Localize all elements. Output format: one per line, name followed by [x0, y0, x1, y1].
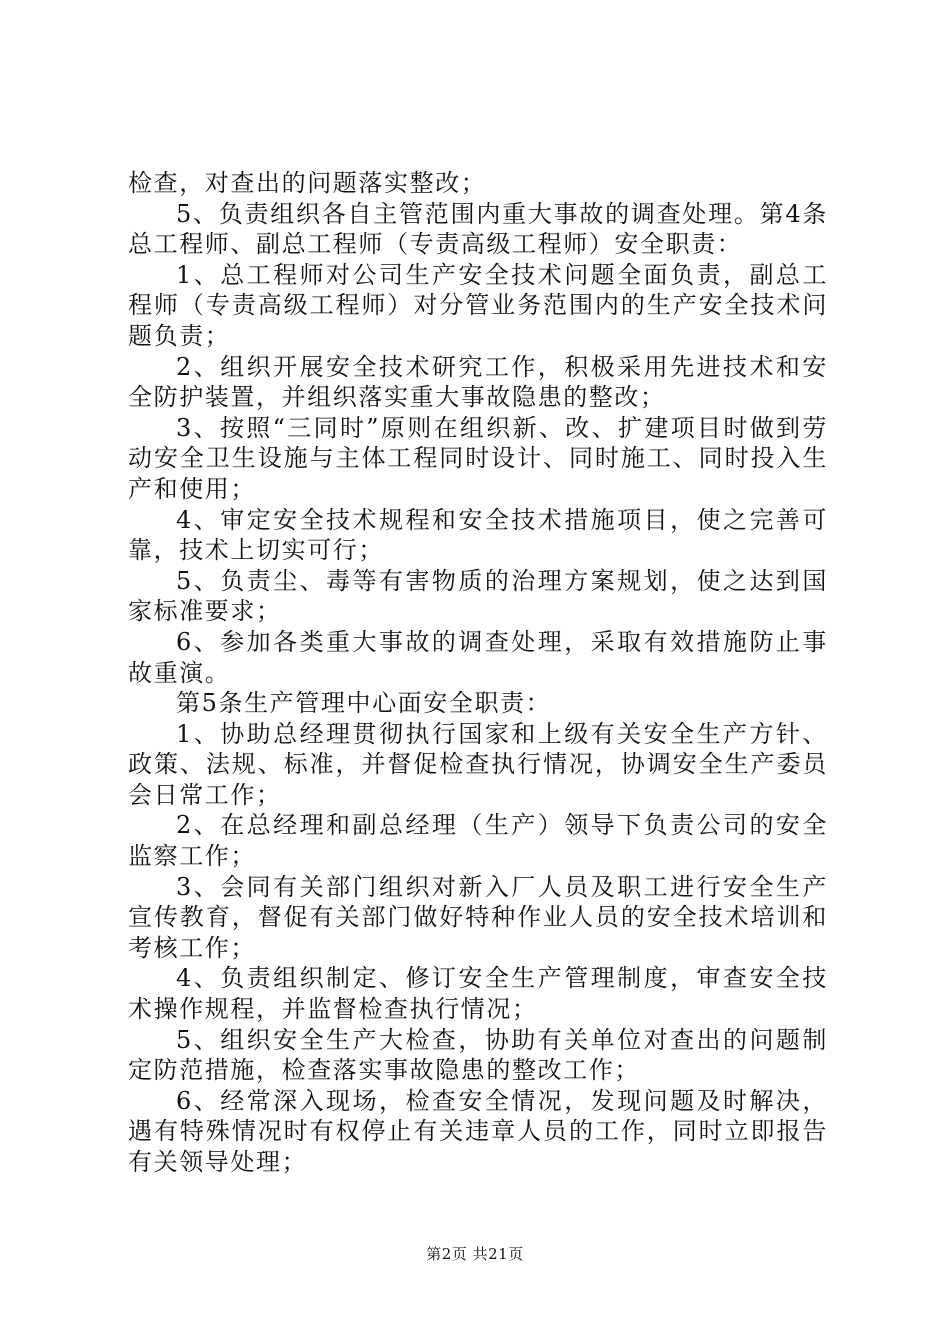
paragraph-7: 5、负责尘、毒等有害物质的治理方案规划，使之达到国家标准要求； — [128, 566, 828, 626]
paragraph-9: 第5条生产管理中心面安全职责： — [176, 689, 552, 718]
paragraph-5: 3、按照“三同时”原则在组织新、改、扩建项目时做到劳动安全卫生设施与主体工程同时设计、同时施工、同时投入生产和使用； — [128, 413, 828, 503]
paragraph-1: 检查，对查出的问题落实整改； — [128, 169, 487, 197]
paragraph-15: 6、经常深入现场，检查安全情况，发现问题及时解决，遇有特殊情况时有权停止有关违章人员的工作，同时立即报告有关领导处理； — [128, 1086, 828, 1176]
paragraph-3: 1、总工程师对公司生产安全技术问题全面负责，副总工程师（专责高级工程师）对分管业务范围内的生产安全技术问题负责； — [128, 260, 828, 350]
paragraph-8: 6、参加各类重大事故的调查处理，采取有效措施防止事故重演。 — [128, 627, 828, 687]
paragraph-6: 4、审定安全技术规程和安全技术措施项目，使之完善可靠，技术上切实可行； — [128, 505, 828, 565]
paragraph-12: 3、会同有关部门组织对新入厂人员及职工进行安全生产宣传教育，督促有关部门做好特种作业人员的安全技术培训和考核工作； — [128, 872, 828, 962]
paragraph-2: 5、负责组织各自主管范围内重大事故的调查处理。第4条总工程师、副总工程师（专责高级工程师）安全职责： — [128, 199, 828, 259]
paragraph-4: 2、组织开展安全技术研究工作，积极采用先进技术和安全防护装置，并组织落实重大事故隐患的整改； — [128, 352, 828, 412]
paragraph-10: 1、协助总经理贯彻执行国家和上级有关安全生产方针、政策、法规、标准，并督促检查执行情况，协调安全生产委员会日常工作； — [128, 719, 828, 809]
paragraph-11: 2、在总经理和副总经理（生产）领导下负责公司的安全监察工作； — [128, 811, 828, 871]
page-footer: 第2页 共21页 — [426, 1245, 524, 1263]
document-body — [128, 168, 828, 1178]
paragraph-13: 4、负责组织制定、修订安全生产管理制度，审查安全技术操作规程，并监督检查执行情况； — [128, 964, 828, 1024]
paragraph-14: 5、组织安全生产大检查，协助有关单位对查出的问题制定防范措施，检查落实事故隐患的整改工作； — [128, 1025, 828, 1085]
